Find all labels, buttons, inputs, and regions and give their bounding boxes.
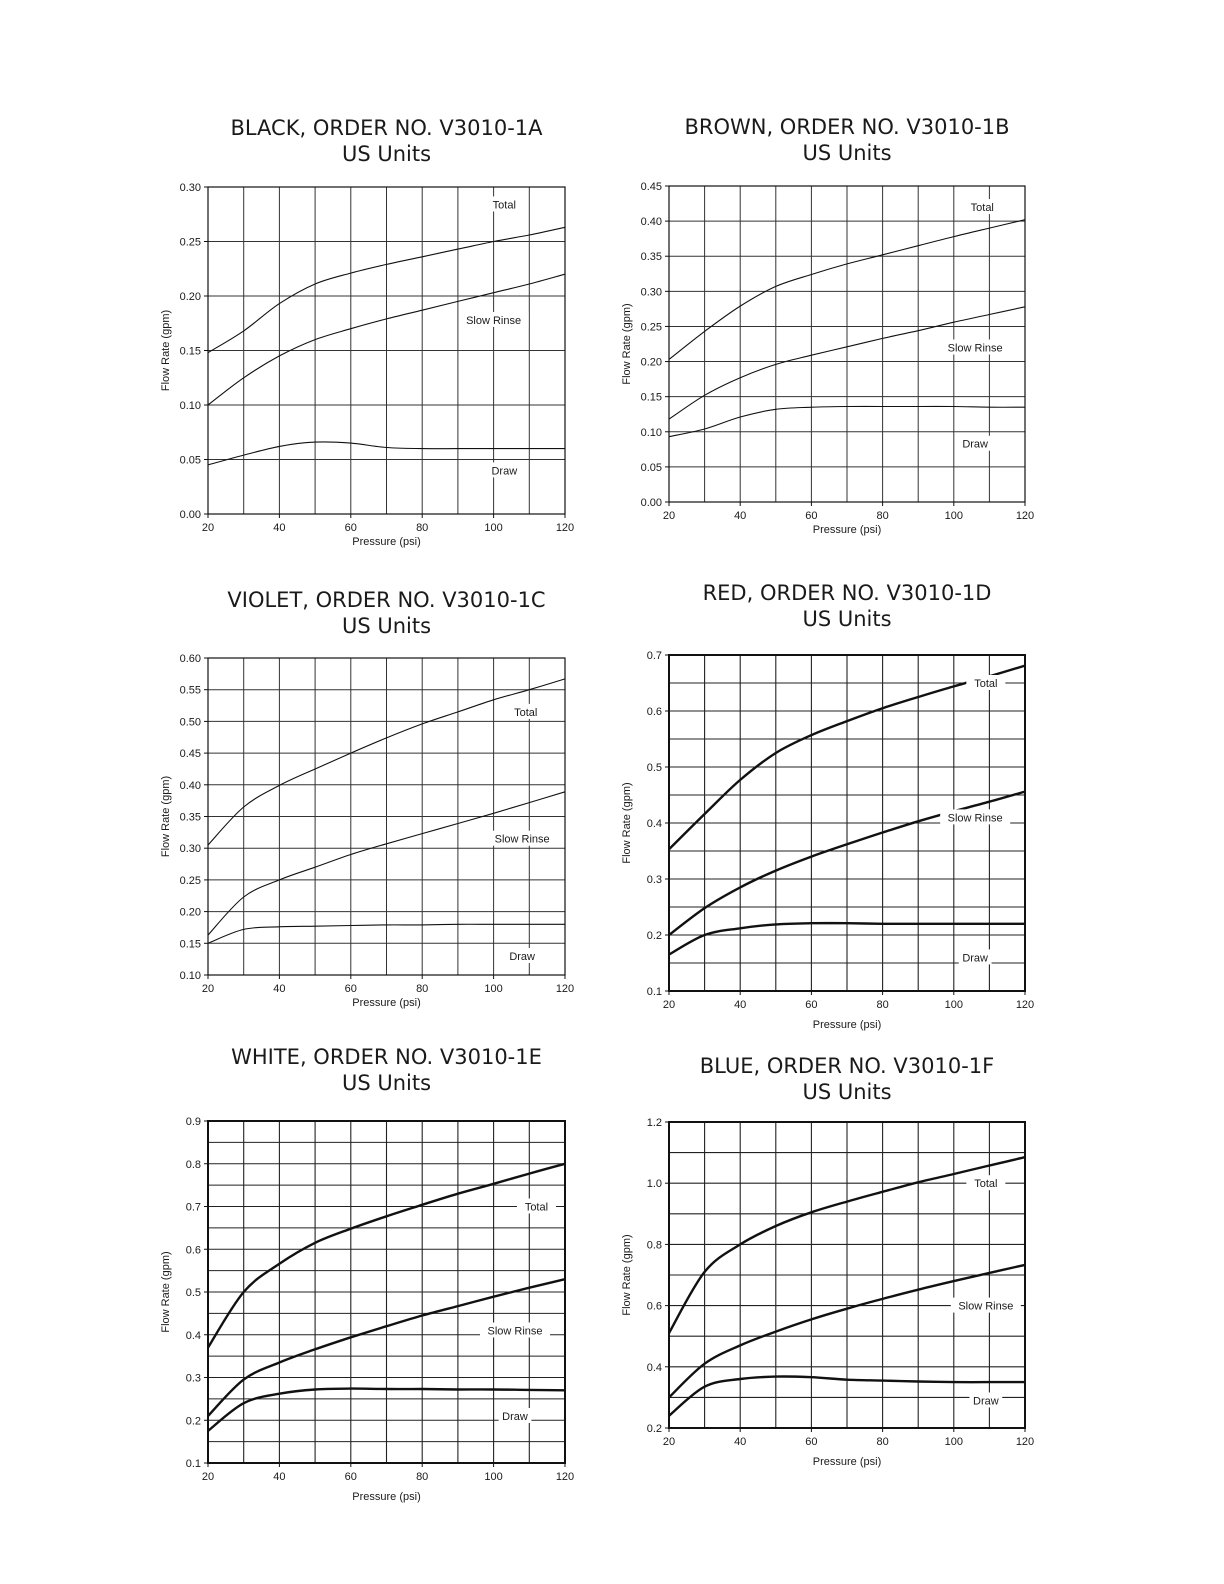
y-tick-label: 0.2 <box>185 1415 201 1428</box>
series-label: Slow Rinse <box>947 812 1003 825</box>
x-tick-label: 40 <box>273 522 286 534</box>
series-label: Slow Rinse <box>466 314 522 327</box>
y-axis-label: Flow Rate (gpm) <box>160 775 172 858</box>
x-tick-label: 100 <box>944 999 963 1011</box>
x-tick-label: 100 <box>484 1471 503 1483</box>
x-tick-label: 60 <box>805 999 818 1011</box>
chart-subtitle: US Units <box>802 607 892 631</box>
series-label: Draw <box>502 1410 528 1423</box>
y-tick-label: 0.00 <box>640 497 662 509</box>
y-tick-label: 0.55 <box>179 684 201 697</box>
x-tick-label: 60 <box>805 510 818 522</box>
y-tick-label: 0.25 <box>179 236 201 249</box>
x-axis-label: Pressure (psi) <box>812 1456 882 1468</box>
chart-title: RED, ORDER NO. V3010-1D <box>702 581 992 605</box>
y-tick-label: 0.7 <box>185 1201 201 1214</box>
x-axis-label: Pressure (psi) <box>812 524 882 536</box>
y-tick-label: 0.60 <box>179 653 201 665</box>
x-tick-label: 100 <box>484 522 503 534</box>
y-tick-label: 0.9 <box>185 1116 201 1128</box>
x-tick-label: 100 <box>944 1436 963 1448</box>
x-tick-label: 20 <box>662 510 676 522</box>
y-tick-label: 0.1 <box>646 986 662 998</box>
x-tick-label: 20 <box>201 983 215 995</box>
y-tick-label: 0.6 <box>646 1300 662 1313</box>
series-label: Slow Rinse <box>494 833 550 846</box>
y-tick-label: 1.2 <box>646 1117 662 1129</box>
x-tick-label: 40 <box>273 1471 286 1483</box>
chart-title: WHITE, ORDER NO. V3010-1E <box>231 1045 542 1069</box>
series-label: Total <box>514 706 538 719</box>
x-tick-label: 80 <box>416 1471 429 1483</box>
chart-title: BROWN, ORDER NO. V3010-1B <box>684 115 1010 139</box>
y-tick-label: 0.15 <box>179 345 201 358</box>
y-tick-label: 0.8 <box>185 1158 201 1171</box>
series-label: Draw <box>509 950 535 963</box>
y-tick-label: 0.45 <box>179 748 201 761</box>
x-tick-label: 20 <box>201 1471 215 1483</box>
series-label: Draw <box>973 1395 999 1408</box>
y-tick-label: 0.6 <box>185 1244 201 1257</box>
x-tick-label: 80 <box>876 999 889 1011</box>
x-axis-label: Pressure (psi) <box>352 536 421 548</box>
y-tick-label: 0.25 <box>179 874 201 887</box>
x-tick-label: 60 <box>344 522 357 534</box>
series-label: Total <box>492 199 516 212</box>
y-tick-label: 0.6 <box>646 706 662 718</box>
chart-subtitle: US Units <box>341 614 432 638</box>
y-tick-label: 0.1 <box>185 1458 201 1470</box>
x-tick-label: 40 <box>734 1436 747 1448</box>
y-axis-label: Flow Rate (gpm) <box>621 303 633 385</box>
y-tick-label: 0.5 <box>185 1287 201 1299</box>
y-tick-label: 0.35 <box>179 811 201 824</box>
chart-subtitle: US Units <box>341 142 432 166</box>
x-tick-label: 120 <box>1015 999 1035 1011</box>
x-tick-label: 100 <box>484 983 503 995</box>
y-tick-label: 0.15 <box>179 938 201 951</box>
series-label: Total <box>524 1201 549 1214</box>
x-tick-label: 20 <box>662 1436 676 1448</box>
chart-title: VIOLET, ORDER NO. V3010-1C <box>227 588 546 612</box>
y-tick-label: 0.7 <box>646 650 662 662</box>
y-axis-label: Flow Rate (gpm) <box>160 309 172 392</box>
y-tick-label: 0.3 <box>185 1372 201 1385</box>
y-tick-label: 0.20 <box>640 356 662 369</box>
y-tick-label: 0.45 <box>640 181 662 193</box>
chart-subtitle: US Units <box>802 1080 892 1104</box>
x-tick-label: 80 <box>876 510 889 522</box>
y-tick-label: 1.0 <box>646 1178 662 1191</box>
x-tick-label: 120 <box>555 1471 575 1483</box>
y-tick-label: 0.4 <box>646 818 662 830</box>
y-tick-label: 0.30 <box>179 843 201 856</box>
x-tick-label: 80 <box>876 1436 889 1448</box>
x-tick-label: 120 <box>1015 1436 1035 1448</box>
y-tick-label: 0.10 <box>179 970 201 982</box>
series-label: Draw <box>962 952 988 965</box>
y-tick-label: 0.8 <box>646 1239 662 1252</box>
y-tick-label: 0.3 <box>646 874 662 886</box>
x-tick-label: 60 <box>805 1436 818 1448</box>
x-tick-label: 40 <box>734 999 747 1011</box>
y-tick-label: 0.05 <box>640 461 662 474</box>
y-axis-label: Flow Rate (gpm) <box>160 1251 172 1333</box>
series-label: Slow Rinse <box>487 1325 543 1338</box>
series-label: Draw <box>491 465 518 478</box>
y-axis-label: Flow Rate (gpm) <box>621 1234 633 1316</box>
y-tick-label: 0.30 <box>640 286 662 299</box>
y-tick-label: 0.40 <box>179 779 201 792</box>
series-label: Total <box>970 202 994 215</box>
x-tick-label: 40 <box>734 510 747 522</box>
chart-subtitle: US Units <box>802 141 892 165</box>
y-tick-label: 0.15 <box>640 391 662 404</box>
series-label: Total <box>974 1178 998 1191</box>
x-tick-label: 120 <box>555 983 575 995</box>
y-tick-label: 0.10 <box>640 426 662 439</box>
series-label: Slow Rinse <box>958 1300 1014 1313</box>
y-tick-label: 0.00 <box>179 509 201 521</box>
y-tick-label: 0.10 <box>179 400 201 412</box>
chart-title: BLACK, ORDER NO. V3010-1A <box>230 116 543 140</box>
y-tick-label: 0.2 <box>646 1423 662 1435</box>
x-tick-label: 20 <box>201 522 215 534</box>
y-tick-label: 0.40 <box>640 216 662 229</box>
x-axis-label: Pressure (psi) <box>352 997 421 1009</box>
x-tick-label: 80 <box>416 522 429 534</box>
y-axis-label: Flow Rate (gpm) <box>621 782 633 864</box>
y-tick-label: 0.4 <box>646 1361 662 1374</box>
y-tick-label: 0.50 <box>179 716 201 729</box>
x-tick-label: 100 <box>944 510 963 522</box>
y-tick-label: 0.30 <box>179 182 201 194</box>
y-tick-label: 0.20 <box>179 291 201 303</box>
x-tick-label: 60 <box>344 1471 357 1483</box>
series-label: Slow Rinse <box>947 342 1003 355</box>
chart-subtitle: US Units <box>341 1071 432 1095</box>
y-tick-label: 0.20 <box>179 906 201 919</box>
x-tick-label: 80 <box>416 983 429 995</box>
x-tick-label: 60 <box>344 983 357 995</box>
x-tick-label: 40 <box>273 983 286 995</box>
chart-title: BLUE, ORDER NO. V3010-1F <box>699 1054 995 1078</box>
y-tick-label: 0.05 <box>179 454 201 467</box>
y-tick-label: 0.4 <box>185 1329 201 1342</box>
x-tick-label: 120 <box>555 522 575 534</box>
x-tick-label: 20 <box>662 999 676 1011</box>
x-axis-label: Pressure (psi) <box>352 1491 421 1503</box>
x-axis-label: Pressure (psi) <box>812 1019 882 1031</box>
series-label: Total <box>974 678 998 690</box>
x-tick-label: 120 <box>1015 510 1035 522</box>
y-tick-label: 0.2 <box>646 930 662 942</box>
y-tick-label: 0.5 <box>646 762 662 774</box>
y-tick-label: 0.35 <box>640 251 662 264</box>
y-tick-label: 0.25 <box>640 321 662 334</box>
series-label: Draw <box>962 438 988 451</box>
